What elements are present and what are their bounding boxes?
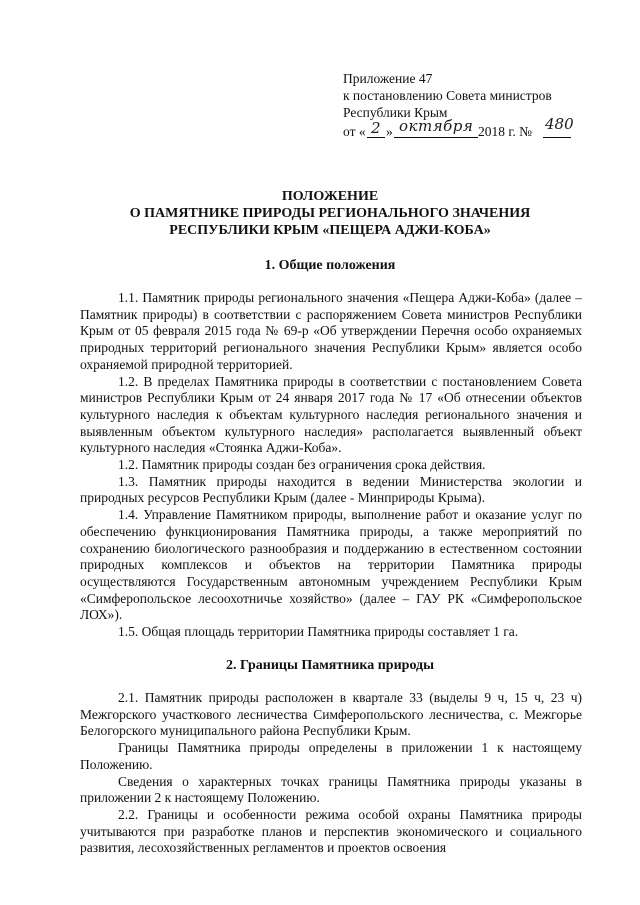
- appendix-date-line: [343, 115, 603, 141]
- paragraph: Границы Памятника природы определены в приложении 1 к настоящему Положению.: [80, 740, 582, 772]
- paragraph: 2.1. Памятник природы расположен в квартале 33 (выделы 9 ч, 15 ч, 23 ч) Межгорского участкового лесничества Симферопольского лесничества, с. Межгорье Белогорского муниципального района Республики Крым.: [80, 690, 582, 739]
- number-underline: [543, 137, 571, 138]
- paragraph: 1.3. Памятник природы находится в ведении Министерства экологии и природных ресурсов Республики Крым (далее - Минприроды Крыма).: [80, 473, 582, 506]
- paragraph: 1.2. Памятник природы создан без ограничения срока действия.: [118, 457, 486, 473]
- title-line-1: ПОЛОЖЕНИЕ: [281, 189, 379, 204]
- paragraph: 2.2. Границы и особенности режима особой охраны Памятника природы учитываются при разработке планов и перспектив экономического и социального развития, лесохозяйственных регламентов и проектов освоения: [80, 806, 582, 856]
- appendix-line-3: Республики Крым: [343, 105, 448, 120]
- paragraph: 1.2. В пределах Памятника природы в соответствии с постановлением Совета министров Республики Крым от 24 января 2017 года № 17 «Об отнесении объектов культурного наследия к объектам культурного наследия регионального значения и выявленным объектом культурного наследия» располагается выявленный объект культурного наследия «Стоянка Аджи-Коба».: [80, 373, 582, 456]
- paragraph: Сведения о характерных точках границы Памятника природы указаны в приложении 2 к настоящему Положению.: [80, 773, 582, 806]
- date-mid: »: [386, 124, 393, 139]
- section-2-heading: 2. Границы Памятника природы: [225, 658, 435, 673]
- appendix-line-2: к постановлению Совета министров: [343, 88, 552, 103]
- handwritten-month: октября: [399, 117, 474, 135]
- section-1-heading: 1. Общие положения: [264, 258, 396, 273]
- title-line-2: О ПАМЯТНИКЕ ПРИРОДЫ РЕГИОНАЛЬНОГО ЗНАЧЕНИЯ: [129, 206, 531, 221]
- document-title: [60, 188, 600, 239]
- paragraph: 1.5. Общая площадь территории Памятника природы составляет 1 га.: [118, 624, 519, 640]
- paragraph: 1.1. Памятник природы регионального значения «Пещера Аджи-Коба» (далее – Памятник природы) в соответствии с распоряжением Совета министров Республики Крым от 05 февраля 2015 года № 69-р «Об утверждении Перечня особо охраняемых природных территорий регионального значения Республики Крым» является особо охраняемой природной территорией.: [80, 290, 582, 372]
- handwritten-number: 480: [545, 115, 574, 133]
- title-line-3: РЕСПУБЛИКИ КРЫМ «ПЕЩЕРА АДЖИ-КОБА»: [169, 223, 491, 238]
- month-underline: [394, 137, 478, 138]
- paragraph: 1.4. Управление Памятником природы, выполнение работ и оказание услуг по обеспечению функционирования Памятника природы, а также мероприятий по сохранению биологического разнообразия и поддержанию в естественном состоянии природных комплексов и объектов на территории Памятника природы осуществляются Государственным автономным учреждением Республики Крым «Симферопольское лесоохотничье хозяйство» (далее – ГАУ РК «Симферопольское ЛОХ»).: [80, 507, 582, 623]
- handwritten-day: 2: [371, 119, 381, 137]
- section-2-body: [80, 690, 582, 857]
- day-underline: [367, 137, 385, 138]
- appendix-block: [343, 70, 603, 141]
- appendix-line-1: Приложение 47: [343, 71, 433, 86]
- section-1-body: [80, 290, 582, 641]
- date-prefix: от «: [343, 124, 366, 139]
- date-year: 2018 г. №: [478, 124, 533, 139]
